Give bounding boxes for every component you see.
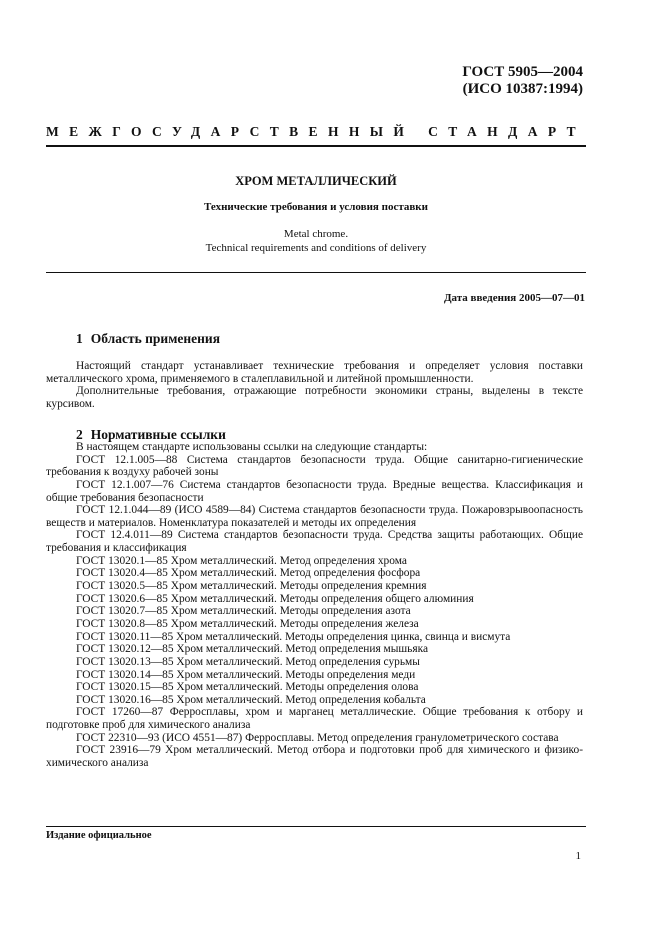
reference-item: ГОСТ 13020.4—85 Хром металлический. Метод определения фосфора (76, 567, 421, 580)
reference-item: ГОСТ 22310—93 (ИСО 4551—87) Ферросплавы. Метод определения гранулометрического состава (76, 731, 559, 744)
reference-item: ГОСТ 23916—79 Хром металлический. Метод отбора и подготовки проб для химического и физико-химического анализа (46, 744, 583, 770)
reference-item: ГОСТ 13020.7—85 Хром металлический. Методы определения азота (76, 605, 411, 618)
iso-number: (ИСО 10387:1994) (462, 81, 583, 97)
reference-item: ГОСТ 13020.16—85 Хром металлический. Метод определения кобальта (76, 693, 426, 706)
section-2-number: 2 (76, 427, 83, 442)
reference-item: ГОСТ 12.4.011—89 Система стандартов безопасности труда. Средства защиты работающих. Общие требования и классификация (46, 529, 583, 555)
reference-item: ГОСТ 17260—87 Ферросплавы, хром и марганец металлические. Общие требования к отбору и подготовке проб для химического анализа (46, 706, 583, 732)
section-1-heading (76, 331, 220, 347)
section-1-paragraph-2: Дополнительные требования, отражающие потребности экономики страны, выделены в тексте курсивом. (46, 385, 583, 410)
section-1-paragraph-1: Настоящий стандарт устанавливает технические требования и определяет условия поставки металлического хрома, применяемого в сталеплавильной и литейной промышленности. (46, 360, 583, 385)
page-number: 1 (575, 850, 581, 862)
gost-code (462, 64, 583, 98)
reference-item: ГОСТ 13020.8—85 Хром металлический. Методы определения железа (76, 617, 419, 630)
section-1-body (46, 360, 583, 410)
document-title: ХРОМ МЕТАЛЛИЧЕСКИЙ (235, 174, 397, 188)
reference-item: ГОСТ 13020.11—85 Хром металлический. Методы определения цинка, свинца и висмута (76, 630, 511, 643)
header-divider (46, 145, 586, 147)
reference-item: ГОСТ 12.1.007—76 Система стандартов безопасности труда. Вредные вещества. Классификация и общие требования безопасности (46, 478, 583, 504)
reference-item: ГОСТ 13020.6—85 Хром металлический. Методы определения общего алюминия (76, 592, 474, 605)
gost-number: ГОСТ 5905—2004 (462, 64, 583, 80)
section-1-number: 1 (76, 331, 83, 346)
section-1-title: Область применения (90, 331, 221, 346)
reference-item: ГОСТ 13020.5—85 Хром металлический. Методы определения кремния (76, 580, 427, 593)
references-list (46, 441, 583, 770)
title-divider (46, 272, 586, 273)
reference-item: ГОСТ 12.1.044—89 (ИСО 4589—84) Система стандартов безопасности труда. Пожаровзрывоопасность веществ и материалов. Номенклатура показателей и методы их определения (46, 504, 583, 529)
reference-item: ГОСТ 13020.14—85 Хром металлический. Методы определения меди (76, 668, 416, 681)
footer-divider (46, 826, 586, 827)
english-title (46, 227, 586, 255)
document-subtitle: Технические требования и условия поставки (204, 201, 428, 213)
reference-item: ГОСТ 12.1.005—88 Система стандартов безопасности труда. Общие санитарно-гигиенические требования к воздуху рабочей зоны (46, 453, 583, 479)
interstate-standard-label: МЕЖГОСУДАРСТВЕННЫЙ СТАНДАРТ (46, 124, 587, 139)
introduction-date: Дата введения 2005—07—01 (443, 292, 585, 304)
reference-item: ГОСТ 13020.13—85 Хром металлический. Метод определения сурьмы (76, 655, 420, 668)
references-intro: В настоящем стандарте использованы ссылки на следующие стандарты: (76, 441, 428, 453)
english-title-line-2: Technical requirements and conditions of delivery (205, 242, 427, 254)
english-title-line-1: Metal chrome. (283, 228, 349, 240)
reference-item: ГОСТ 13020.15—85 Хром металлический. Методы определения олова (76, 681, 419, 694)
reference-item: ГОСТ 13020.12—85 Хром металлический. Метод определения мышьяка (76, 643, 429, 656)
reference-item: ГОСТ 13020.1—85 Хром металлический. Метод определения хрома (76, 554, 407, 567)
official-edition-label: Издание официальное (46, 830, 152, 841)
section-2-title: Нормативные ссылки (90, 427, 226, 442)
